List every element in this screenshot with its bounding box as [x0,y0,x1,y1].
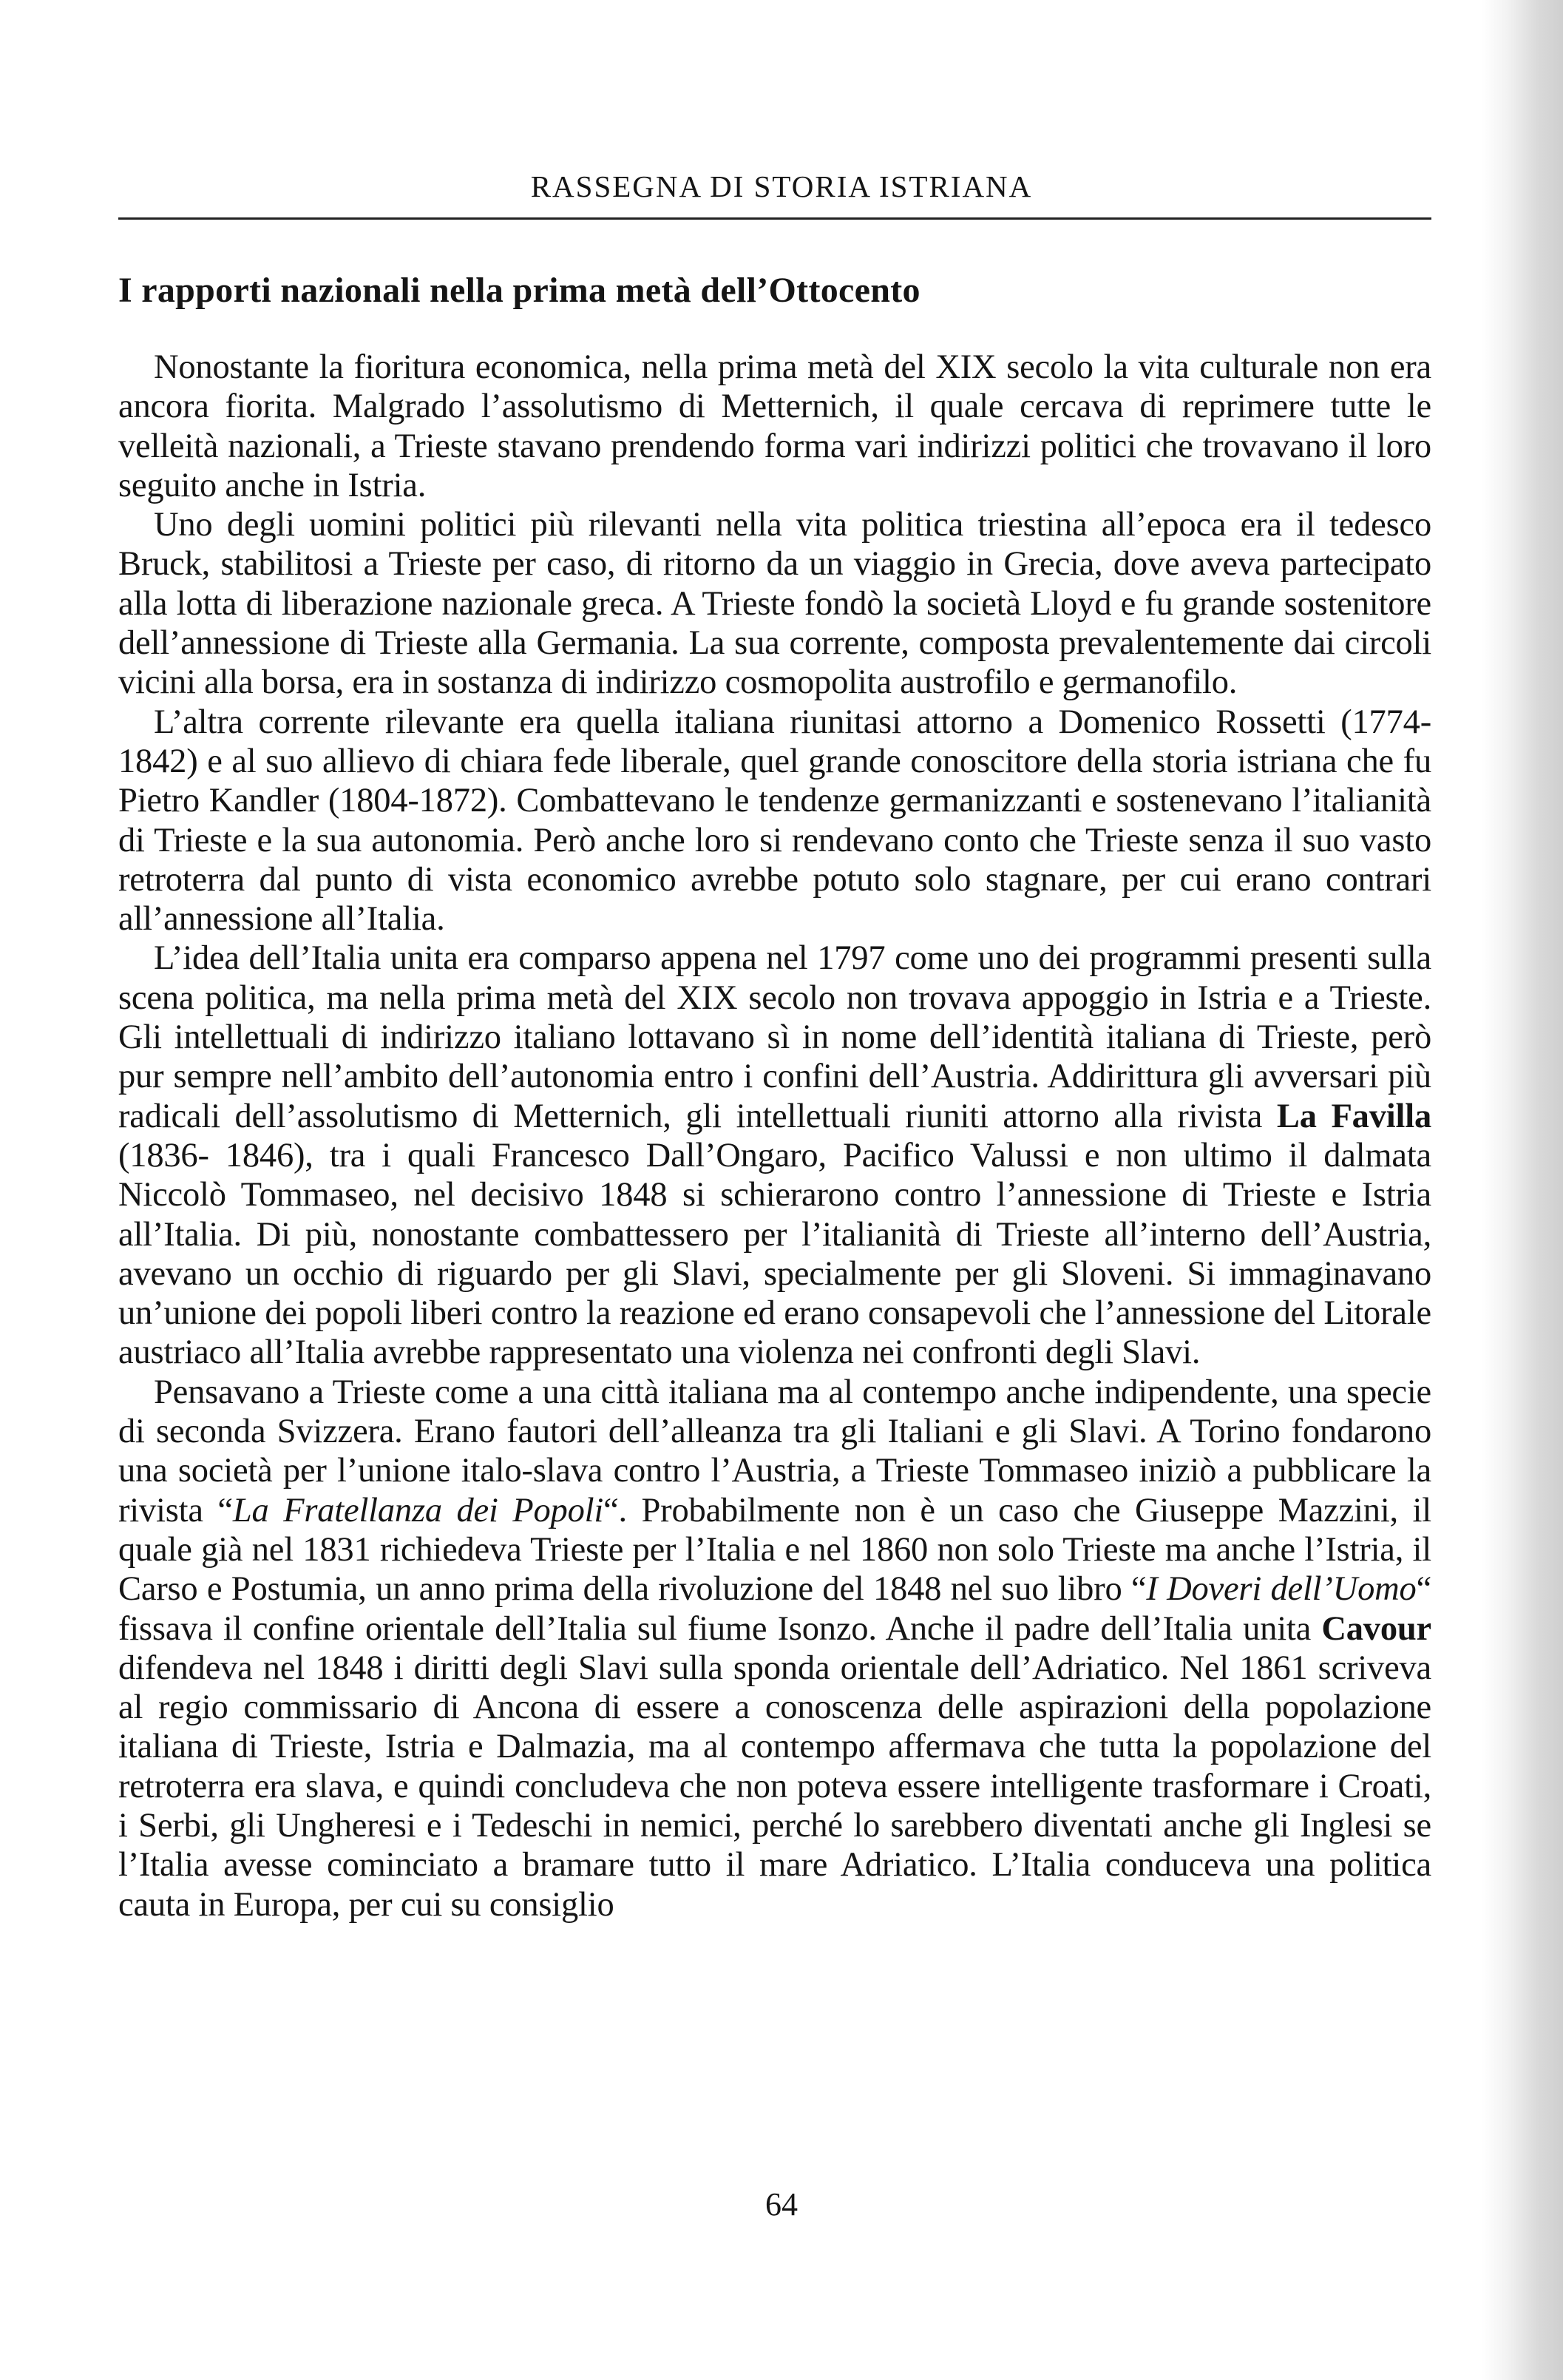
header-rule [118,217,1431,220]
journal-title-fratellanza: La Fratellanza dei Popoli [232,1491,604,1529]
running-header: RASSEGNA DI STORIA ISTRIANA [530,169,1033,203]
paragraph-4 [118,939,1431,1372]
book-title-doveri: I Doveri dell’Uomo [1146,1570,1417,1609]
paragraph-5-text-c: “ fissava il confine orientale dell’Italia sul fiume Isonzo. Anche il padre dell’Italia unita [118,1570,1432,1648]
journal-title-la-favilla: La Favilla [1276,1097,1431,1135]
article-body [118,348,1431,2174]
paragraph-2: Uno degli uomini politici più rilevanti nella vita politica triestina all’epoca era il tedesco Bruck, stabilitosi a Trieste per caso, di ritorno da un viaggio in Grecia, dove aveva partecipato alla lotta di liberazione nazionale greca. A Trieste fondò la società Lloyd e fu grande sostenitore dell’annessione di Trieste alla Germania. La sua corrente, composta prevalentemente dai circoli vicini alla borsa, era in sostanza di indirizzo cosmopolita austrofilo e germanofilo. [118,506,1431,702]
paragraph-1: Nonostante la fioritura economica, nella prima metà del XIX secolo la vita culturale non era ancora fiorita. Malgrado l’assolutismo di Metternich, il quale cercava di reprimere tutte le velleità nazionali, a Trieste stavano prendendo forma vari indirizzi politici che trovavano il loro seguito anche in Istria. [118,348,1431,504]
page-edge-shadow [1482,0,1563,2380]
paragraph-3: L’altra corrente rilevante era quella italiana riunitasi attorno a Domenico Rossetti (1774-1842) e al suo allievo di chiara fede liberale, quel grande conoscitore della storia istriana che fu Pietro Kandler (1804-1872). Combattevano le tendenze germanizzanti e sostenevano l’italianità di Trieste e la sua autonomia. Però anche loro si rendevano conto che Trieste senza il suo vasto retroterra dal punto di vista economico avrebbe potuto solo stagnare, per cui erano contrari all’annessione all’Italia. [118,703,1431,939]
section-title: I rapporti nazionali nella prima metà dell’Ottocento [118,271,920,310]
paragraph-5 [118,1373,1431,1924]
paragraph-5-text-d: difendeva nel 1848 i diritti degli Slavi sulla sponda orientale dell’Adriatico. Nel 1861 scriveva al regio commissario di Ancona di essere a conoscenza delle aspirazioni della popolazione italiana di Trieste, Istria e Dalmazia, ma al contempo affermava che tutta la popolazione del retroterra era slava, e quindi concludeva che non poteva essere intelligente trasformare i Croati, i Serbi, gli Ungheresi e i Tedeschi in nemici, perché lo sarebbero diventati anche gli Inglesi se l’Italia avesse cominciato a bramare tutto il mare Adriatico. L’Italia conduceva una politica cauta in Europa, per cui su consiglio [118,1649,1431,1924]
paragraph-4-text-b: (1836- 1846), tra i quali Francesco Dall’Ongaro, Pacifico Valussi e non ultimo il dalmata Niccolò Tommaseo, nel decisivo 1848 si schierarono contro l’annessione di Trieste e Istria all’Italia. Di più, nonostante combattessero per l’italianità di Trieste all’interno dell’Austria, avevano un occhio di riguardo per gli Slavi, specialmente per gli Sloveni. Si immaginavano un’unione dei popoli liberi contro la reazione ed erano consapevoli che l’annessione del Litorale austriaco all’Italia avrebbe rappresentato una violenza nei confronti degli Slavi. [118,1136,1431,1372]
name-cavour: Cavour [1321,1609,1431,1648]
page-number: 64 [765,2186,798,2222]
paragraph-5-text-b: “. Probabilmente non è un caso che Giuseppe Mazzini, il quale già nel 1831 richiedeva Trieste per l’Italia e nel 1860 non solo Trieste ma anche l’Istria, il Carso e Postumia, un anno prima della rivoluzione del 1848 nel suo libro “ [118,1491,1431,1609]
paragraph-5-text-a: Pensavano a Trieste come a una città italiana ma al contempo anche indipendente, una specie di seconda Svizzera. Erano fautori dell’alleanza tra gli Italiani e gli Slavi. A Torino fondarono una società per l’unione italo-slava contro l’Austria, a Trieste Tommaseo iniziò a pubblicare la rivista “ [118,1373,1431,1529]
paragraph-4-text-a: L’idea dell’Italia unita era comparso appena nel 1797 come uno dei programmi presenti sulla scena politica, ma nella prima metà del XIX secolo non trovava appoggio in Istria e a Trieste. Gli intellettuali di indirizzo italiano lottavano sì in nome dell’identità italiana di Trieste, però pur sempre nell’ambito dell’autonomia entro i confini dell’Austria. Addirittura gli avversari più radicali dell’assolutismo di Metternich, gli intellettuali riuniti attorno alla rivista [118,939,1431,1135]
